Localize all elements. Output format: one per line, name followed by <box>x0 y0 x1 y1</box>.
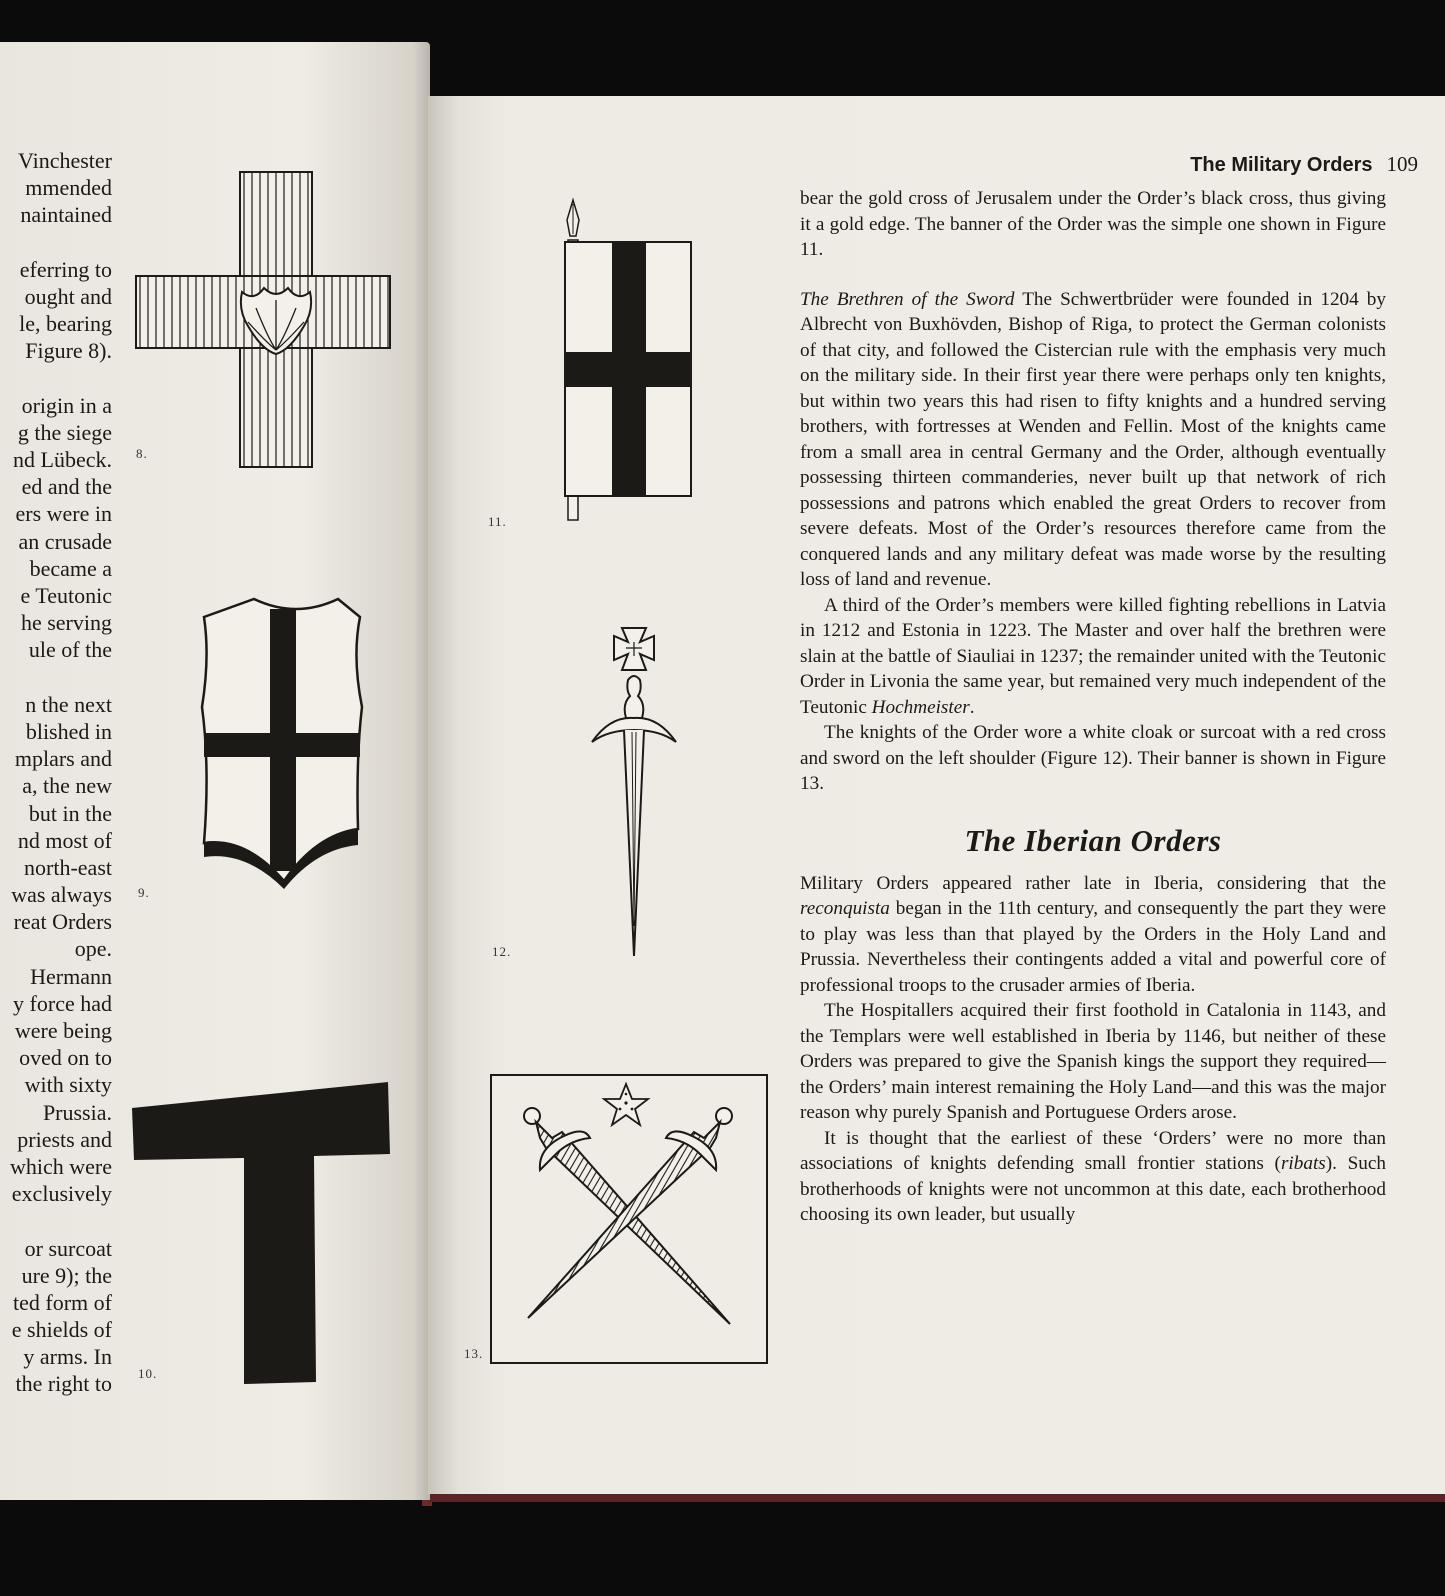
left-text-line: naintained <box>20 202 112 228</box>
right-page-text-column <box>800 186 1386 1228</box>
left-text-line: ers were in <box>15 501 112 527</box>
figure-12-cross-and-sword <box>590 626 680 966</box>
paragraph-dress: The knights of the Order wore a white cloak or surcoat with a red cross and sword on the left shoulder (Figure 12). Their banner is shown in Figure 13. <box>800 722 1386 794</box>
left-text-line: priests and <box>17 1126 112 1152</box>
paragraph-iberia-intro <box>800 871 1386 999</box>
left-text-line: ure 9); the <box>21 1262 112 1288</box>
left-text-line: eferring to <box>19 256 112 282</box>
paragraph-text: Military Orders appeared rather late in Iberia, considering that the <box>800 872 1386 894</box>
left-text-line <box>0 664 112 691</box>
italic-term: Hochmeister <box>871 696 970 718</box>
left-text-line: north-east <box>24 854 112 880</box>
left-text-line: Prussia. <box>42 1099 112 1125</box>
left-text-line: mmended <box>25 175 112 201</box>
left-text-line: ed and the <box>21 474 112 500</box>
paragraph-early-orders <box>800 1126 1386 1228</box>
figure-11-banner <box>564 200 704 530</box>
left-text-line: a, the new <box>22 773 112 799</box>
left-text-line: e Teutonic <box>20 583 112 608</box>
left-text-line: le, bearing <box>19 311 112 337</box>
paragraph-brethren-of-the-sword <box>800 287 1386 593</box>
left-text-line: with sixty <box>24 1072 112 1098</box>
figure-10-tau-cross <box>132 1082 402 1402</box>
paragraph-run-in-heading: The Brethren of the Sword <box>800 288 1015 310</box>
left-text-line: the right to <box>15 1371 112 1397</box>
left-text-line: n the next <box>25 691 112 717</box>
left-text-line: nd Lübeck. <box>13 447 112 473</box>
left-text-line: oved on to <box>19 1045 112 1071</box>
left-text-line: y arms. In <box>23 1344 112 1370</box>
left-text-line: e shields of <box>11 1317 112 1343</box>
page-number: 109 <box>1386 152 1418 176</box>
paragraph-text: ). Such brotherhoods of knights were not uncommon at this date, each brotherhood choosing its own leader, but usually <box>800 1153 1387 1225</box>
paragraph-body-text: The Schwertbrüder were founded in 1204 by Albrecht von Buxhövden, Bishop of Riga, to protect the German colonists of that city, and followed the Cistercian rule with the emphasis very much on the military side. In their first year there were perhaps only ten knights, but within two years this had risen to fifty knights and a hundred serving brothers, with fortresses at Wenden and Fellin. Most of the knights came from a small area in central Germany and the Order, although eventually possessing thirteen commanderies, never built up that network of rich possessions and patrons which enabled the great Orders to recover from severe defeats. Most of the Order’s resources therefore came from the conquered lands and any military defeat was made worse by the resulting loss of land and revenue. <box>800 288 1386 590</box>
left-text-line: Hermann <box>30 963 112 989</box>
left-page <box>0 42 430 1500</box>
left-text-line <box>0 365 112 392</box>
left-text-line <box>0 1207 112 1234</box>
left-text-line: were being <box>14 1018 112 1043</box>
left-text-line: he serving <box>20 610 112 636</box>
section-heading: The Iberian Orders <box>964 822 1222 858</box>
left-text-line: but in the <box>28 800 112 826</box>
figure-8-number: 8. <box>136 446 148 461</box>
running-head-title: The Military Orders <box>1190 154 1373 176</box>
figure-8-cross-with-scallop <box>136 172 396 472</box>
figure-9-surcoat-with-cross <box>196 597 386 897</box>
left-text-line: was always <box>11 882 112 908</box>
right-page <box>428 96 1445 1494</box>
paragraph-text: . <box>969 696 975 718</box>
left-text-line: ope. <box>74 936 112 962</box>
left-text-line: an crusade <box>18 528 112 554</box>
left-text-line: exclusively <box>11 1181 112 1207</box>
left-text-line: blished in <box>25 718 112 744</box>
paragraph-text: began in the 11th century, and consequently the part they were to play was less than that played by the Orders in the Holy Land and Prussia. Nevertheless their contingents added a vital and powerful core of professional troops to the crusader armies of Iberia. <box>800 898 1386 996</box>
paragraph-text: It is thought that the earliest of these ‘Orders’ were no more than associations of knights defending small frontier stations ( <box>800 1127 1386 1174</box>
italic-term: ribats <box>1280 1153 1326 1174</box>
left-text-line: mplars and <box>14 746 112 772</box>
figure-11-number: 11. <box>488 514 507 529</box>
paragraph-text: A third of the Order’s members were killed fighting rebellions in Latvia in 1212 and Estonia in 1223. The Master and over half the brethren were slain at the battle of Siauliai in 1237; the remainder united with the Teutonic Order in Livonia the same year, but remained very much independent of the Teutonic <box>800 594 1386 718</box>
left-text-line <box>0 229 112 256</box>
left-text-line: or surcoat <box>24 1235 112 1261</box>
running-head <box>1128 152 1418 177</box>
figure-13-banner-crossed-swords <box>490 1074 780 1374</box>
figure-10-number: 10. <box>138 1366 158 1381</box>
paragraph-losses <box>800 593 1386 721</box>
left-text-line: became a <box>29 555 112 581</box>
left-text-line: g the siege <box>17 419 112 445</box>
figure-13-number: 13. <box>464 1346 484 1361</box>
figure-9-number: 9. <box>138 885 150 900</box>
left-text-line: nd most of <box>17 827 112 853</box>
left-text-line: ted form of <box>13 1289 112 1315</box>
left-text-line: reat Orders <box>13 909 112 935</box>
italic-term: reconquista <box>800 898 890 919</box>
left-text-line: y force had <box>13 990 112 1016</box>
left-page-text-column <box>0 147 112 1398</box>
left-text-line: ought and <box>24 283 112 309</box>
left-text-line: ule of the <box>28 637 112 663</box>
paragraph-teutonic-banner: bear the gold cross of Jerusalem under the Order’s black cross, thus giving it a gold edge. The banner of the Order was the simple one shown in Figure 11. <box>800 188 1386 260</box>
paragraph-hospitallers: The Hospitallers acquired their first foothold in Catalonia in 1143, and the Templars were well established in Iberia by 1146, but neither of these Orders was prepared to give the Spanish kings the support they required—the Orders’ main interest remaining the Holy Land—and this was the major reason why purely Spanish and Portuguese Orders arose. <box>800 1000 1386 1123</box>
left-text-line: which were <box>9 1153 112 1179</box>
left-text-line: origin in a <box>21 392 112 418</box>
figure-12-number: 12. <box>492 944 512 959</box>
left-text-line: Figure 8). <box>25 338 112 364</box>
left-text-line: Vinchester <box>18 148 112 173</box>
